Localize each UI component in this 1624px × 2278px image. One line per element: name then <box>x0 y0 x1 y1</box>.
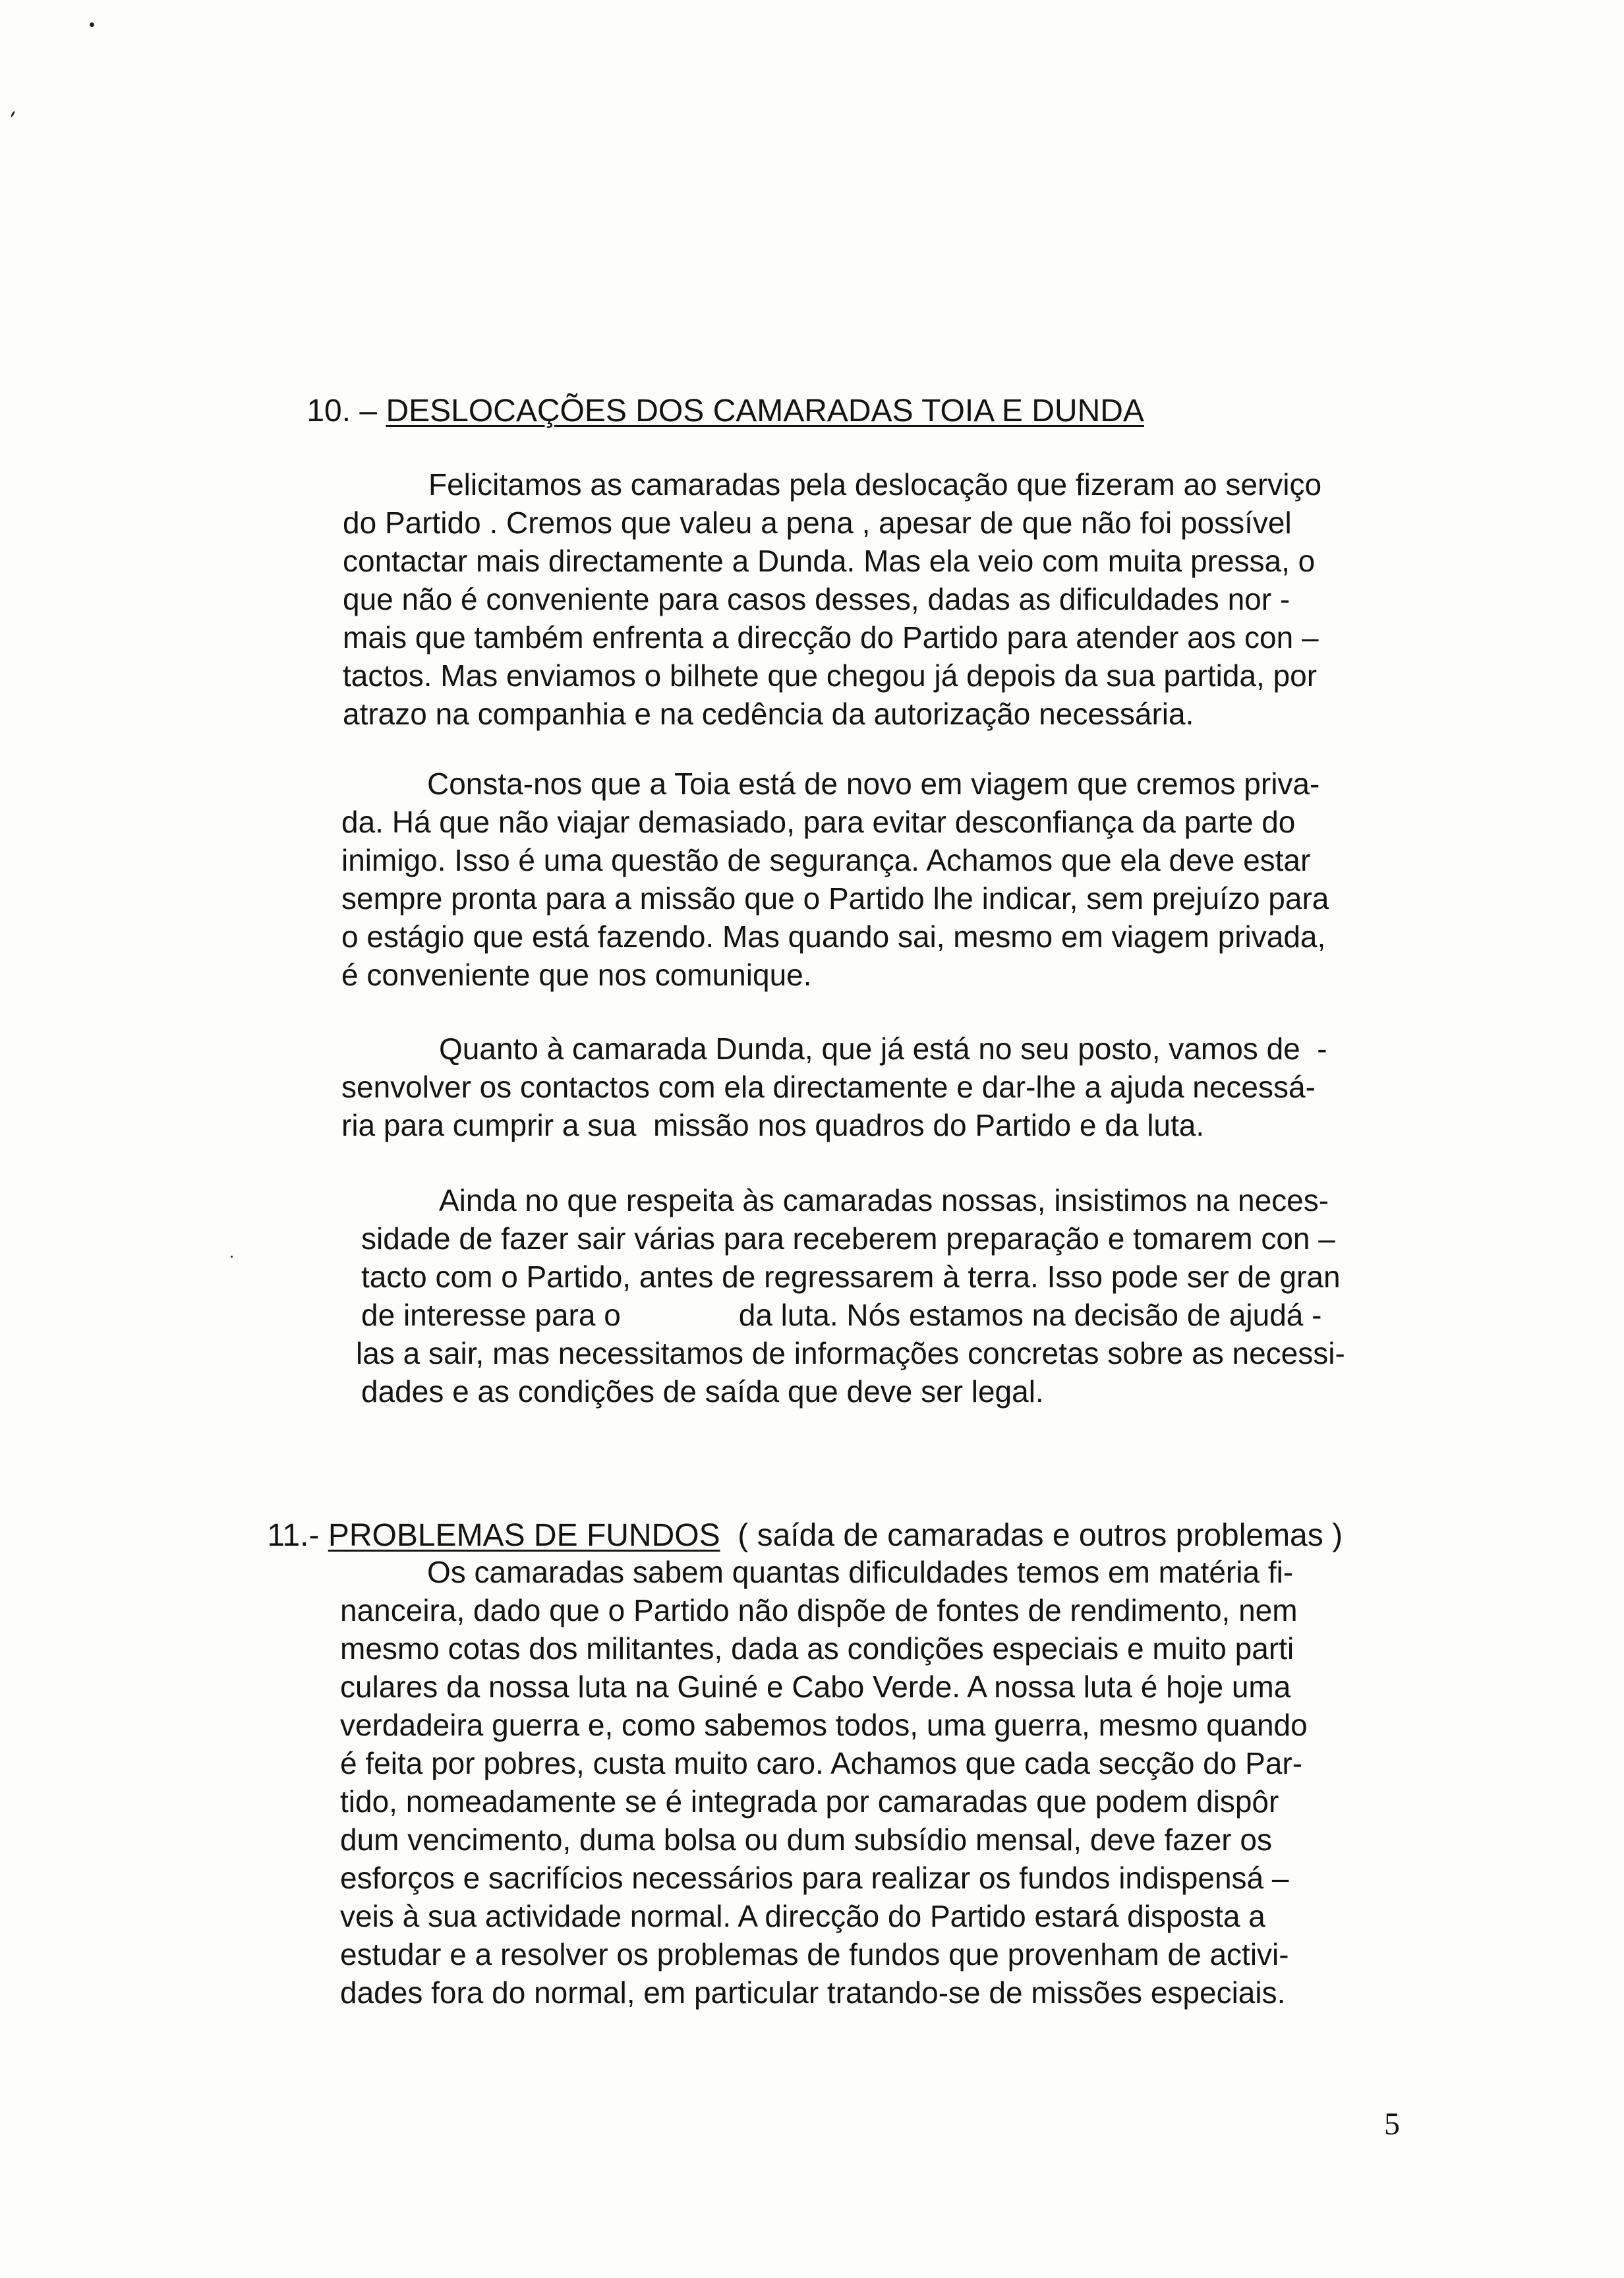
text-line: esforços e sacrifícios necessários para realizar os fundos indispensá – <box>340 1861 1289 1895</box>
section-heading <box>272 354 1144 469</box>
text-line: mesmo cotas dos militantes, dada as condições especiais e muito parti <box>340 1631 1294 1666</box>
text-line: dum vencimento, duma bolsa ou dum subsídio mensal, deve fazer os <box>340 1823 1272 1857</box>
text-line: tacto com o Partido, antes de regressarem à terra. Isso pode ser de gran <box>361 1260 1341 1294</box>
text-line: dades fora do normal, em particular tratando-se de missões especiais. <box>340 1975 1286 2010</box>
text-line: mais que também enfrenta a direcção do Partido para atender aos con – <box>343 620 1319 655</box>
text-line: ria para cumprir a sua missão nos quadros do Partido e da luta. <box>341 1108 1205 1142</box>
section-number: 11.- <box>267 1518 328 1553</box>
text-line: dades e as condições de saída que deve ser legal. <box>361 1374 1044 1409</box>
text-line: da. Há que não viajar demasiado, para evitar desconfiança da parte do <box>341 805 1296 839</box>
text-line: tactos. Mas enviamos o bilhete que chegou já depois da sua partida, por <box>343 658 1318 693</box>
text-line: Quanto à camarada Dunda, que já está no seu posto, vamos de - <box>439 1032 1327 1066</box>
text-line: nanceira, dado que o Partido não dispõe de fontes de rendimento, nem <box>340 1593 1298 1627</box>
text-line: que não é conveniente para casos desses, dadas as dificuldades nor - <box>343 582 1290 616</box>
scan-speck <box>11 111 16 117</box>
text-line: atrazo na companhia e na cedência da autorização necessária. <box>343 697 1194 731</box>
text-line: Os camaradas sabem quantas dificuldades temos em matéria fi- <box>427 1555 1294 1589</box>
text-line: las a sair, mas necessitamos de informações concretas sobre as necessi- <box>356 1336 1345 1370</box>
text-line: sidade de fazer sair várias para receberem preparação e tomarem con – <box>361 1221 1335 1256</box>
text-line: sempre pronta para a missão que o Partido lhe indicar, sem prejuízo para <box>341 881 1329 916</box>
text-line: Ainda no que respeita às camaradas nossas, insistimos na neces- <box>439 1183 1329 1217</box>
page-number: 5 <box>1384 2107 1400 2142</box>
section-title: DESLOCAÇÕES DOS CAMARADAS TOIA E DUNDA <box>386 394 1144 428</box>
text-line: contactar mais directamente a Dunda. Mas ela veio com muita pressa, o <box>343 544 1316 578</box>
section-title: PROBLEMAS DE FUNDOS <box>328 1518 720 1553</box>
text-line: veis à sua actividade normal. A direcção do Partido estará disposta a <box>340 1899 1265 1933</box>
section-number: 10. – <box>306 394 386 428</box>
text-line: Felicitamos as camaradas pela deslocação que fizeram ao serviço <box>428 467 1322 502</box>
text-line: tido, nomeadamente se é integrada por camaradas que podem dispôr <box>340 1784 1279 1819</box>
text-line: inimigo. Isso é uma questão de segurança. Achamos que ela deve estar <box>341 843 1311 877</box>
scan-speck <box>90 22 94 27</box>
text-line: estudar e a resolver os problemas de fundos que provenham de activi- <box>340 1937 1289 1971</box>
section-subtitle: ( saída de camaradas e outros problemas ) <box>720 1518 1343 1553</box>
text-line: de interesse para o da luta. Nós estamos na decisão de ajudá - <box>361 1298 1322 1332</box>
text-line: culares da nossa luta na Guiné e Cabo Verde. A nossa luta é hoje uma <box>340 1670 1291 1704</box>
text-line: é feita por pobres, custa muito caro. Achamos que cada secção do Par- <box>340 1746 1303 1780</box>
text-line: é conveniente que nos comunique. <box>341 958 812 992</box>
text-line: do Partido . Cremos que valeu a pena , apesar de que não foi possível <box>343 506 1292 540</box>
text-line: o estágio que está fazendo. Mas quando sai, mesmo em viagem privada, <box>341 920 1326 954</box>
text-line: Consta-nos que a Toia está de novo em viagem que cremos priva- <box>427 767 1320 801</box>
text-line: senvolver os contactos com ela directamente e dar-lhe a ajuda necessá- <box>341 1070 1316 1104</box>
scan-speck <box>231 1256 233 1258</box>
text-line: verdadeira guerra e, como sabemos todos, uma guerra, mesmo quando <box>340 1708 1308 1742</box>
